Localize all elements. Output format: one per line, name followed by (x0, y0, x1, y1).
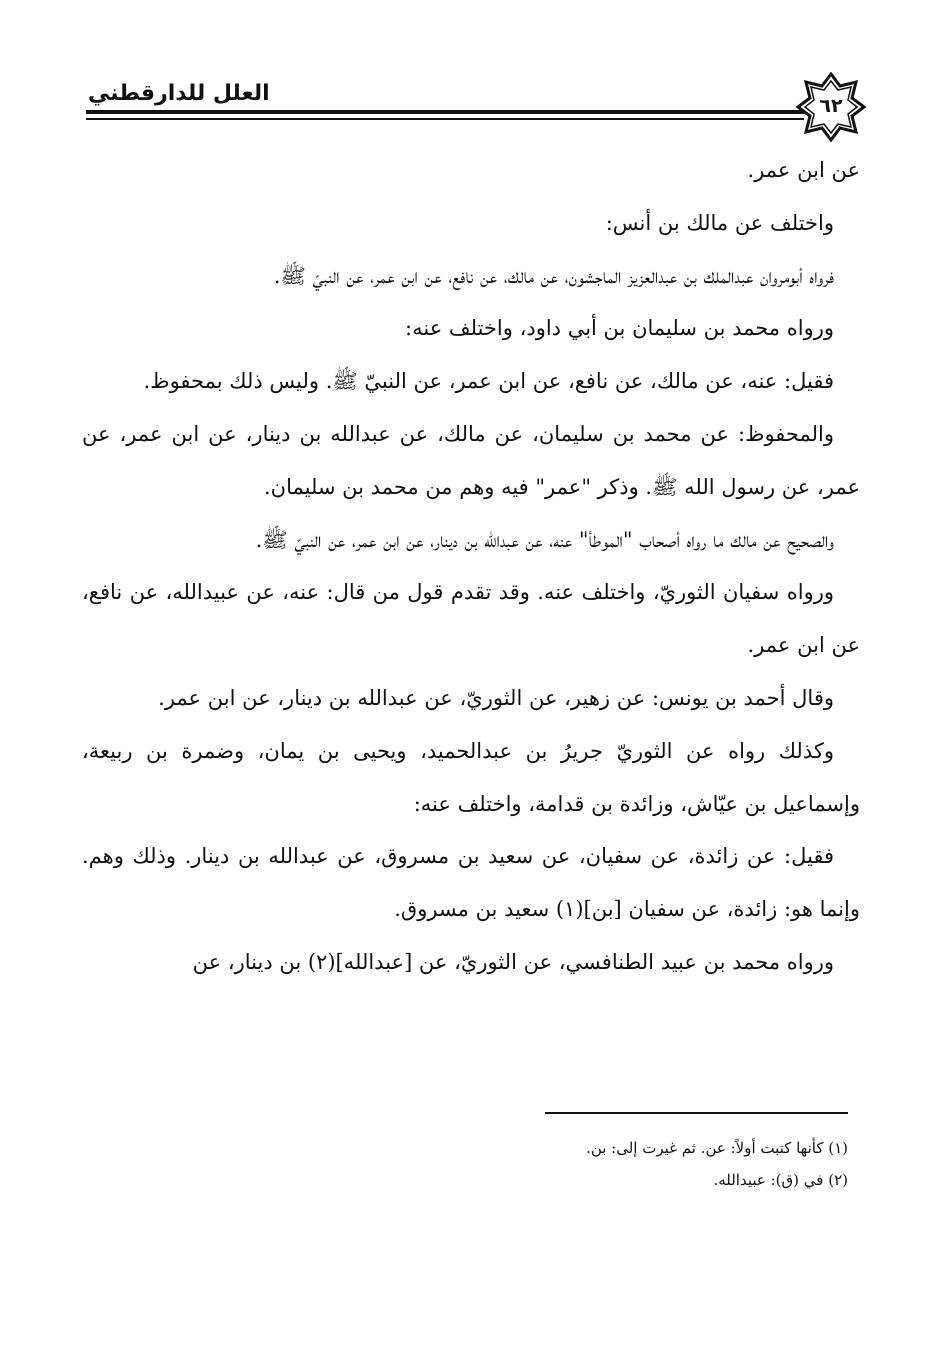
paragraph: وكذلك رواه عن الثوريّ جريرُ بن عبدالحميد، ويحيى بن يمان، وضمرة بن ربيعة، وإسماعيل بن عيّاش، وزائدة بن قدامة، واختلف عنه: (82, 738, 860, 816)
paragraph: ورواه محمد بن عبيد الطنافسي، عن الثوريّ، عن [عبدالله](٢) بن دينار، عن (192, 949, 834, 974)
book-title: العلل للدارقطني (88, 81, 270, 106)
paragraph: واختلف عن مالك بن أنس: (605, 210, 834, 235)
main-text (82, 144, 860, 989)
paragraph: ورواه سفيان الثوريّ، واختلف عنه. وقد تقدم قول من قال: عنه، عن عبيدالله، عن نافع، عن ابن عمر. (82, 580, 860, 658)
paragraph: والمحفوظ: عن محمد بن سليمان، عن مالك، عن عبدالله بن دينار، عن ابن عمر، عن عمر، عن رسول الله ﷺ. وذكر "عمر" فيه وهم من محمد بن سليمان. (82, 421, 860, 499)
page-number: ٦٢ (819, 95, 843, 117)
paragraph: ورواه محمد بن سليمان بن أبي داود، واختلف عنه: (405, 316, 834, 341)
paragraph: والصحيح عن مالك ما رواه أصحاب "الموطأ" عنه، عن عبدالله بن دينار، عن ابن عمر، عن النبيّ ﷺ. (255, 527, 834, 552)
paragraph: فرواه أبومروان عبدالملك بن عبدالعزيز الماجشون، عن مالك، عن نافع، عن ابن عمر، عن النبيّ ﷺ. (273, 263, 834, 288)
footnote: (١) كأنها كتبت أولاً: عن. ثم غيرت إلى: بن. (586, 1139, 848, 1157)
header-rule (86, 110, 804, 114)
footnote: (٢) في (ق): عبيدالله. (713, 1171, 848, 1189)
header-rule-thin (86, 118, 804, 120)
paragraph: فقيل: عنه، عن مالك، عن نافع، عن ابن عمر، عن النبيّ ﷺ. وليس ذلك بمحفوظ. (143, 369, 834, 394)
paragraph: وقال أحمد بن يونس: عن زهير، عن الثوريّ، عن عبدالله بن دينار، عن ابن عمر. (158, 685, 834, 710)
footnotes (400, 1132, 848, 1196)
paragraph: فقيل: عن زائدة، عن سفيان، عن سعيد بن مسروق، عن عبدالله بن دينار. وذلك وهم. وإنما هو: زائدة، عن سفيان [بن](١) سعيد بن مسروق. (82, 844, 860, 922)
footnote-separator (545, 1112, 848, 1114)
page-number-badge (796, 72, 866, 142)
paragraph: عن ابن عمر. (747, 158, 860, 182)
